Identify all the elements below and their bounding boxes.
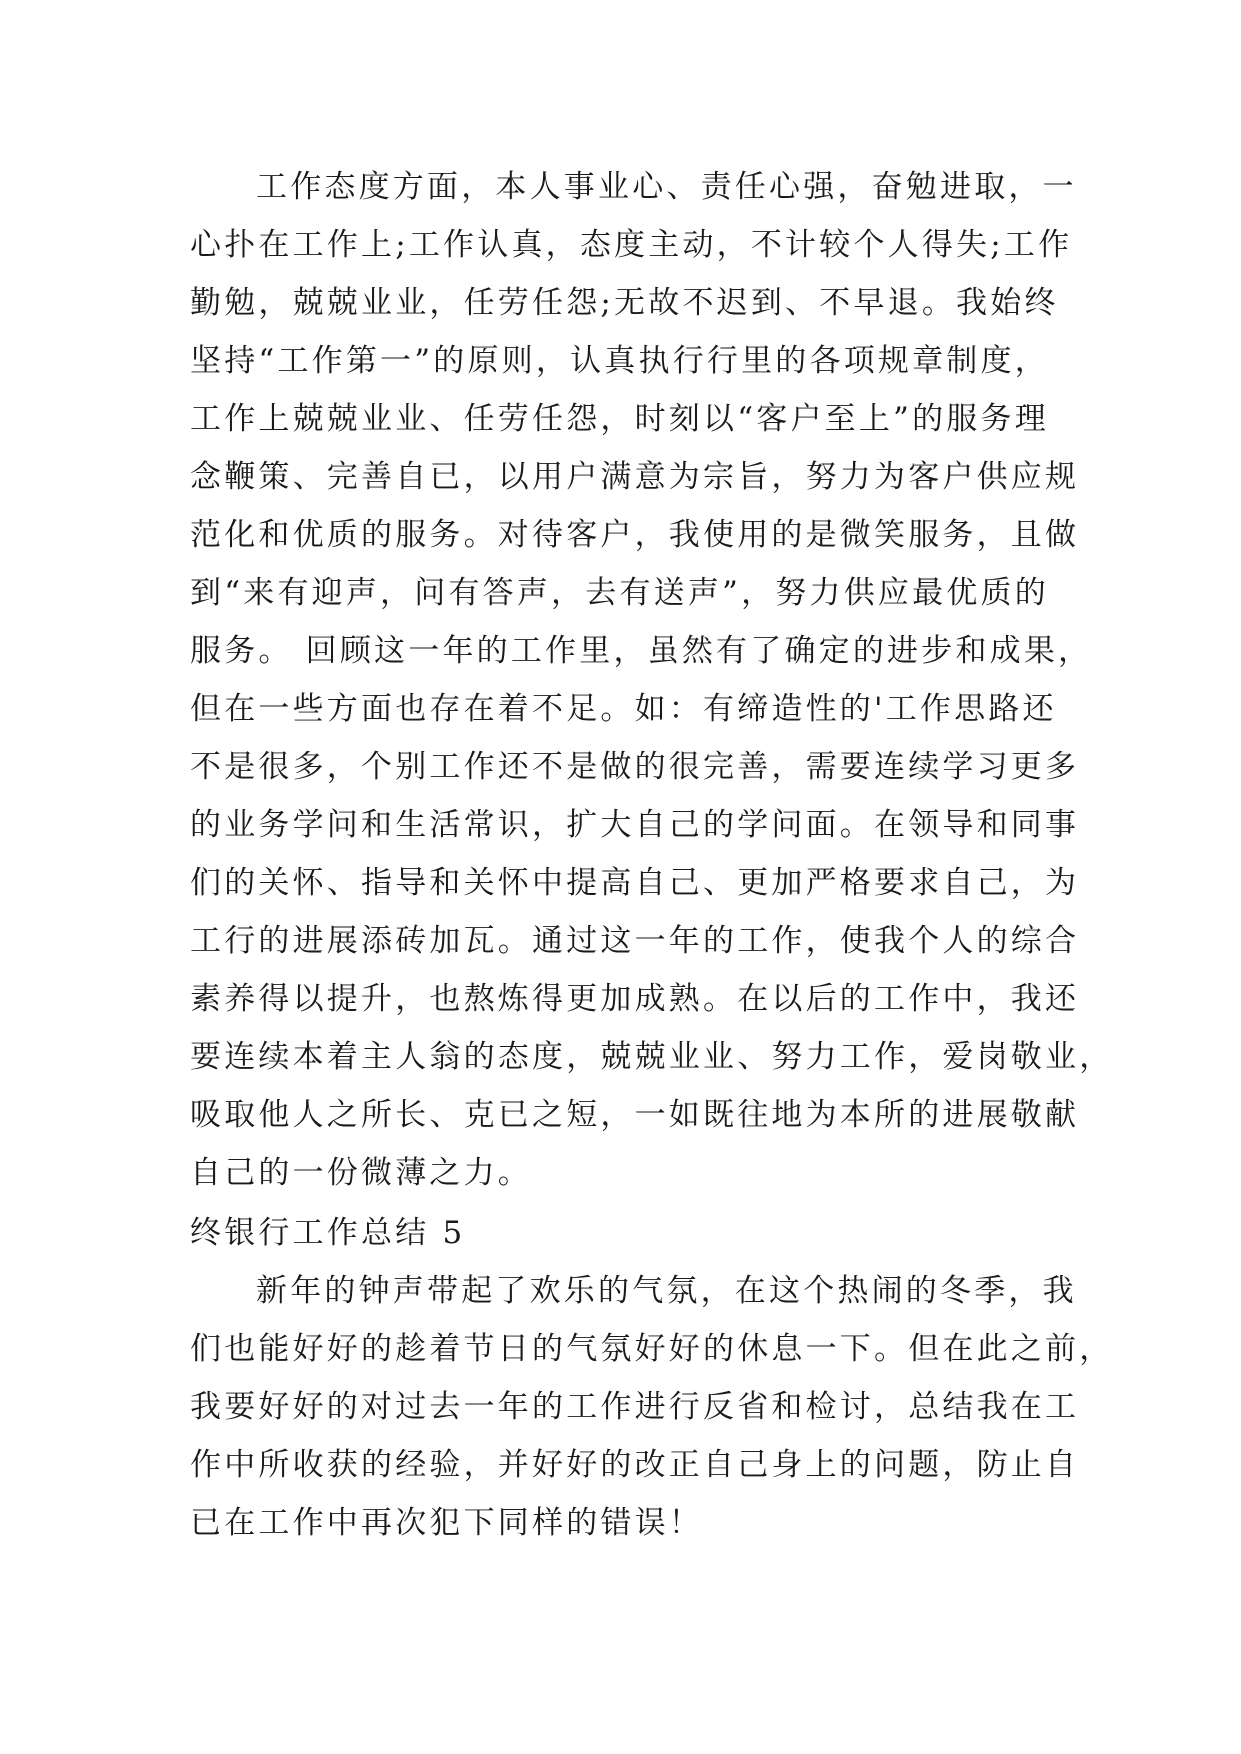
paragraph-line: 工作态度方面，本人事业心、责任心强，奋勉进取，一 xyxy=(256,169,1077,205)
paragraph-line: 要连续本着主人翁的态度，兢兢业业、努力工作，爱岗敬业， xyxy=(190,1039,1114,1075)
paragraph-line: 已在工作中再次犯下同样的错误！ xyxy=(190,1505,703,1541)
paragraph-new-year xyxy=(190,1262,1114,1552)
section-heading: 终银行工作总结 5 xyxy=(190,1215,466,1251)
paragraph-line: 工行的进展添砖加瓦。通过这一年的工作，使我个人的综合 xyxy=(190,923,1080,959)
paragraph-line: 的业务学问和生活常识，扩大自己的学问面。在领导和同事 xyxy=(190,807,1080,843)
paragraph-line: 范化和优质的服务。对待客户，我使用的是微笑服务，且做 xyxy=(190,517,1080,553)
paragraph-line: 到“来有迎声，问有答声，去有送声”，努力供应最优质的 xyxy=(190,575,1049,611)
paragraph-line: 但在一些方面也存在着不足。如：有缔造性的'工作思路还 xyxy=(190,691,1057,727)
paragraph-line: 坚持“工作第一”的原则，认真执行行里的各项规章制度， xyxy=(190,343,1049,379)
paragraph-line: 念鞭策、完善自已，以用户满意为宗旨，努力为客户供应规 xyxy=(190,459,1080,495)
paragraph-line: 素养得以提升，也熬炼得更加成熟。在以后的工作中，我还 xyxy=(190,981,1080,1017)
paragraph-line: 新年的钟声带起了欢乐的气氛，在这个热闹的冬季，我 xyxy=(256,1273,1077,1309)
paragraph-line: 工作上兢兢业业、任劳任怨，时刻以“客户至上”的服务理 xyxy=(190,401,1049,437)
paragraph-line: 心扑在工作上;工作认真，态度主动，不计较个人得失;工作 xyxy=(190,227,1073,263)
paragraph-line: 吸取他人之所长、克已之短，一如既往地为本所的进展敬献 xyxy=(190,1097,1080,1133)
paragraph-line: 们的关怀、指导和关怀中提高自己、更加严格要求自己，为 xyxy=(190,865,1080,901)
paragraph-line: 们也能好好的趁着节日的气氛好好的休息一下。但在此之前， xyxy=(190,1331,1114,1367)
paragraph-work-attitude xyxy=(190,158,1114,1202)
paragraph-line: 不是很多，个别工作还不是做的很完善，需要连续学习更多 xyxy=(190,749,1080,785)
paragraph-line: 自己的一份微薄之力。 xyxy=(190,1155,532,1191)
paragraph-line: 服务。 回顾这一年的工作里，虽然有了确定的进步和成果， xyxy=(190,633,1093,669)
paragraph-line: 我要好好的对过去一年的工作进行反省和检讨，总结我在工 xyxy=(190,1389,1080,1425)
paragraph-line: 作中所收获的经验，并好好的改正自己身上的问题，防止自 xyxy=(190,1447,1080,1483)
paragraph-line: 勤勉，兢兢业业，任劳任怨;无故不迟到、不早退。我始终 xyxy=(190,285,1059,321)
